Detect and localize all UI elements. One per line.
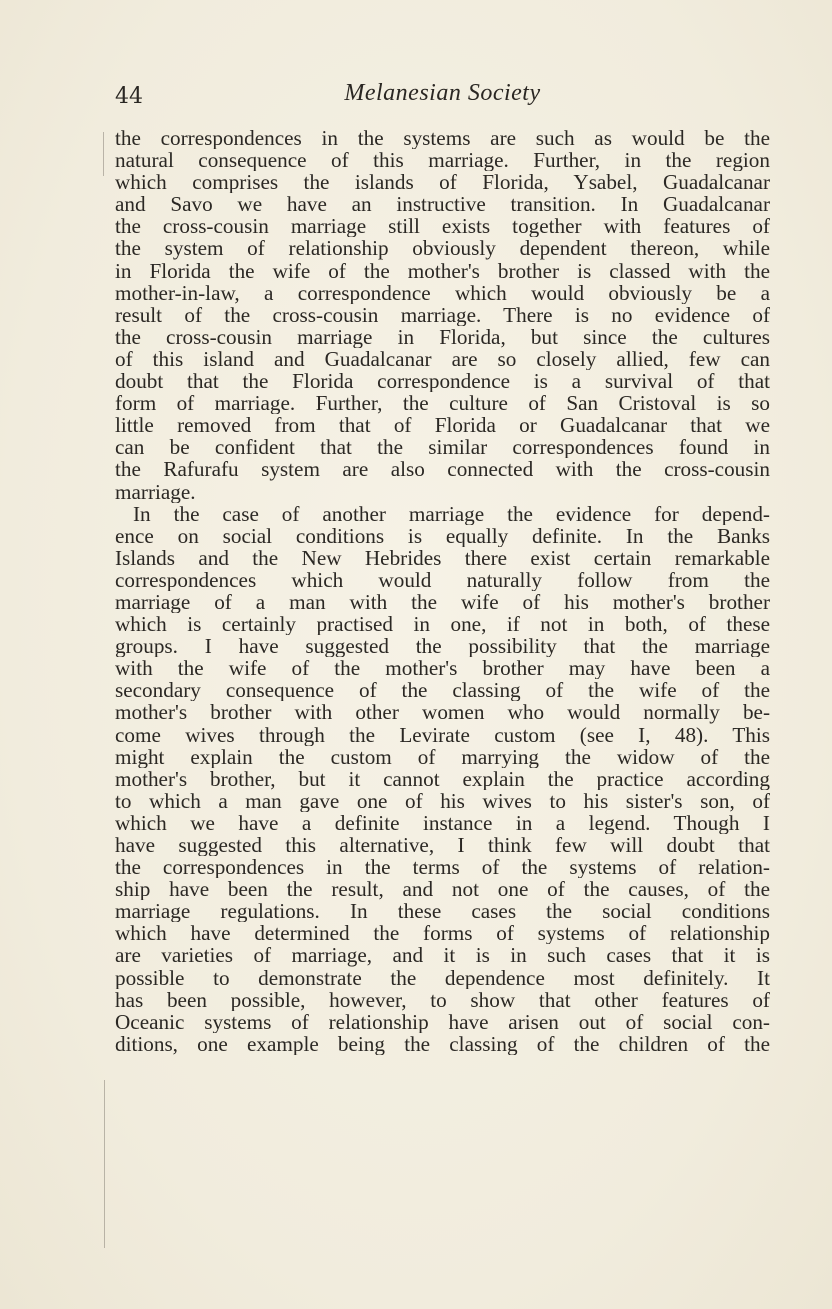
text-line: form of marriage. Further, the culture of San Cristoval is so <box>115 392 770 415</box>
text-line: and Savo we have an instructive transition. In Guadalcanar <box>115 193 770 216</box>
text-line: the system of relationship obviously dependent thereon, while <box>115 237 770 260</box>
text-line: mother-in-law, a correspondence which would obviously be a <box>115 281 770 304</box>
text-line: has been possible, however, to show that other features of <box>115 988 770 1011</box>
margin-mark-bottom <box>104 1080 105 1248</box>
page-header <box>115 78 770 118</box>
text-line: which is certainly practised in one, if not in both, of these <box>115 613 770 636</box>
text-line: ship have been the result, and not one of the causes, of the <box>115 878 770 901</box>
text-line: little removed from that of Florida or Guadalcanar that we <box>115 414 770 437</box>
text-line: in Florida the wife of the mother's brother is classed with the <box>115 259 770 282</box>
text-line: with the wife of the mother's brother may have been a <box>115 657 770 680</box>
text-line: which we have a definite instance in a legend. Though I <box>115 811 770 834</box>
text-line: Islands and the New Hebrides there exist certain remarkable <box>115 546 770 569</box>
text-line: come wives through the Levirate custom (see I, 48). This <box>115 723 770 746</box>
text-line: the Rafurafu system are also connected with the cross-cousin <box>115 458 770 481</box>
text-line: secondary consequence of the classing of the wife of the <box>115 679 770 702</box>
page-number: 44 <box>115 84 143 109</box>
text-line: ence on social conditions is equally definite. In the Banks <box>115 524 770 547</box>
text-line: might explain the custom of marrying the widow of the <box>115 745 770 768</box>
text-line: mother's brother, but it cannot explain the practice according <box>115 767 770 790</box>
text-line: correspondences which would naturally follow from the <box>115 568 770 591</box>
body-text <box>115 127 770 1055</box>
text-line: the cross-cousin marriage still exists together with features of <box>115 215 770 238</box>
text-line: marriage of a man with the wife of his mother's brother <box>115 590 770 614</box>
text-line: are varieties of marriage, and it is in such cases that it is <box>115 944 770 967</box>
text-line: Oceanic systems of relationship have arisen out of social con- <box>115 1010 770 1033</box>
text-line: have suggested this alternative, I think few will doubt that <box>115 834 770 857</box>
text-line: ditions, one example being the classing of the children of the <box>115 1032 770 1055</box>
text-line: doubt that the Florida correspondence is a survival of that <box>115 370 770 393</box>
text-line: can be confident that the similar correspondences found in <box>115 436 770 459</box>
text-line: the correspondences in the terms of the systems of relation- <box>115 856 770 879</box>
text-line: In the case of another marriage the evidence for depend- <box>133 502 770 525</box>
text-line: to which a man gave one of his wives to his sister's son, of <box>115 789 770 812</box>
text-line: the correspondences in the systems are such as would be the <box>115 127 770 150</box>
text-line: marriage. <box>115 480 196 503</box>
text-line: which comprises the islands of Florida, Ysabel, Guadalcanar <box>115 171 770 194</box>
running-title: Melanesian Society <box>344 80 541 106</box>
margin-mark-top <box>103 132 104 176</box>
text-line: natural consequence of this marriage. Further, in the region <box>115 149 770 172</box>
text-line: groups. I have suggested the possibility that the marriage <box>115 635 770 658</box>
text-line: marriage regulations. In these cases the social conditions <box>115 900 770 923</box>
text-line: result of the cross-cousin marriage. There is no evidence of <box>115 303 770 326</box>
text-line: of this island and Guadalcanar are so closely allied, few can <box>115 347 770 371</box>
text-line: possible to demonstrate the dependence most definitely. It <box>115 966 770 989</box>
text-line: mother's brother with other women who would normally be- <box>115 701 770 724</box>
text-line: the cross-cousin marriage in Florida, but since the cultures <box>115 325 770 348</box>
text-line: which have determined the forms of systems of relationship <box>115 922 770 945</box>
